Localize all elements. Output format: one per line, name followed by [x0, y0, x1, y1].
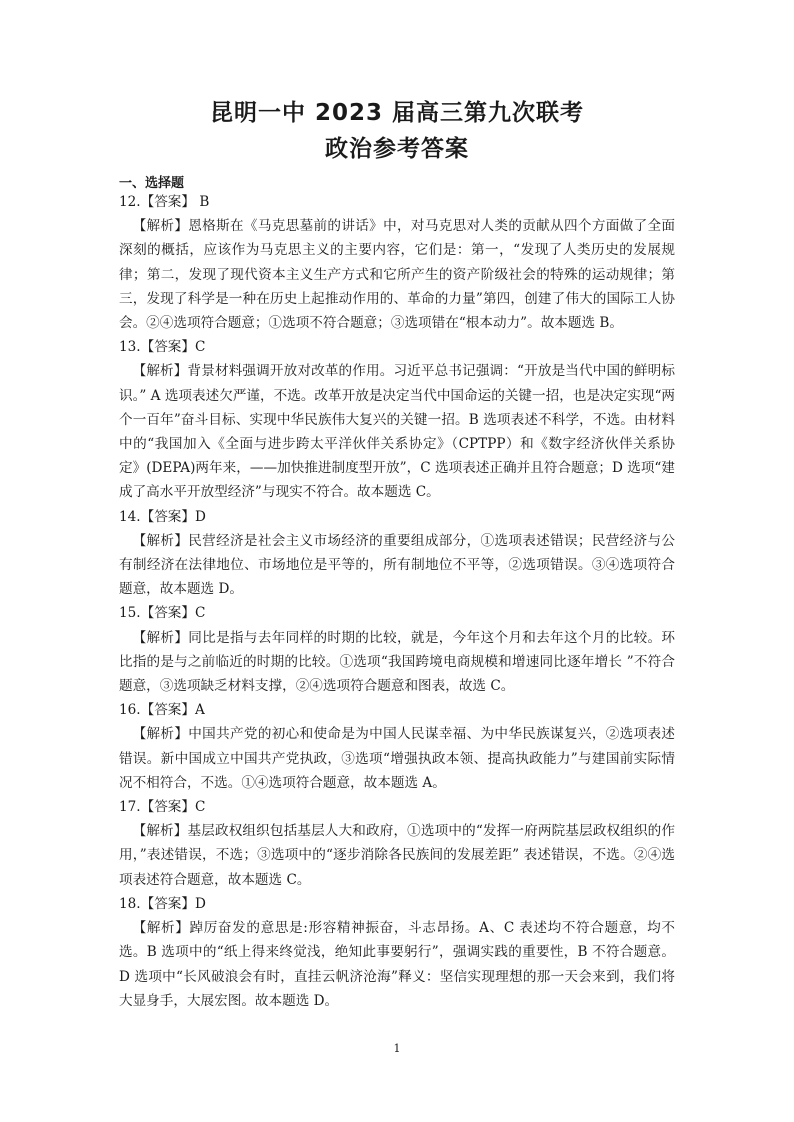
- document-subtitle: 政治参考答案: [325, 136, 469, 162]
- analysis-text: 【解析】恩格斯在《马克思墓前的讲话》中，对马克思对人类的贡献从四个方面做了全面深刻的概括，应该作为马克思主义的主要内容，它们是：第一，“发现了人类历史的发展规律；第二，发现了现代资本主义生产方式和它所产生的资产阶级社会的特殊的运动规律；第三，发现了科学是一种在历史上起推动作用的、革命的力量”第四，创建了伟大的国际工人协会。②④选项符合题意；①选项不符合题意；③选项错在“根本动力”。故本题选 B。: [119, 218, 675, 332]
- analysis-text: 【解析】踔厉奋发的意思是:形容精神振奋，斗志昂扬。A、C 表述均不符合题意，均不选。B 选项中的“纸上得来终觉浅，绝知此事要躬行”，强调实践的重要性，B 不符合题意。D 选项中“长风破浪会有时，直挂云帆济沧海”释义：坚信实现理想的那一天会来到，我们将大显身手，大展宏图。故本题选 D。: [119, 920, 675, 1009]
- answer-line: 15.【答案】C: [119, 605, 206, 622]
- question-17: [119, 795, 675, 892]
- answer-list: [119, 190, 675, 1013]
- question-16: [119, 698, 675, 795]
- analysis-text: 【解析】中国共产党的初心和使命是为中国人民谋幸福、为中华民族谋复兴，②选项表述错误。新中国成立中国共产党执政，③选项“增强执政本领、提高执政能力”与建国前实际情况不相符合，不选。①④选项符合题意，故本题选 A。: [119, 726, 675, 791]
- section-heading: 一、选择题: [119, 176, 185, 191]
- question-15: [119, 601, 675, 698]
- analysis-text: 【解析】同比是指与去年同样的时期的比较，就是，今年这个月和去年这个月的比较。环比指的是与之前临近的时期的比较。①选项“我国跨境电商规模和增速同比逐年增长 ”不符合题意，③选项缺乏材料支撑，②④选项符合题意和图表，故选 C。: [119, 629, 675, 695]
- answer-line: 16.【答案】A: [119, 702, 205, 719]
- page-number: 1: [393, 1042, 401, 1055]
- answer-line: 18.【答案】D: [119, 895, 206, 912]
- question-18: [119, 892, 675, 1013]
- answer-line: 13.【答案】C: [119, 339, 206, 356]
- question-13: [119, 335, 675, 504]
- answer-line: 12.【答案】 B: [119, 194, 210, 210]
- answer-line: 17.【答案】C: [119, 799, 206, 816]
- analysis-text: 【解析】民营经济是社会主义市场经济的重要组成部分，①选项表述错误；民营经济与公有制经济在法律地位、市场地位是平等的，所有制地位不平等，②选项错误。③④选项符合题意，故本题选 D。: [119, 532, 675, 598]
- document-title: 昆明一中 2023 届高三第九次联考: [209, 100, 585, 126]
- question-14: [119, 505, 675, 602]
- analysis-text: 【解析】基层政权组织包括基层人大和政府，①选项中的“发挥一府两院基层政权组织的作用，”表述错误，不选；③选项中的“逐步消除各民族间的发展差距” 表述错误，不选。②④选项表述符合题意，故本题选 C。: [119, 823, 675, 888]
- analysis-text: 【解析】背景材料强调开放对改革的作用。习近平总书记强调：“开放是当代中国的鲜明标识。” A 选项表述欠严谨，不选。改革开放是决定当代中国命运的关键一招，也是决定实现“两个一百年”奋斗目标、实现中华民族伟大复兴的关键一招。B 选项表述不科学，不选。由材料中的“我国加入《全面与进步跨太平洋伙伴关系协定》（CPTPP）和《数字经济伙伴关系协定》(DEPA)两年来，——加快推进制度型开放”，C 选项表述正确并且符合题意；D 选项“建成了高水平开放型经济”与现实不符合。故本题选 C。: [119, 363, 675, 501]
- answer-line: 14.【答案】D: [119, 508, 206, 525]
- question-12: [119, 190, 675, 335]
